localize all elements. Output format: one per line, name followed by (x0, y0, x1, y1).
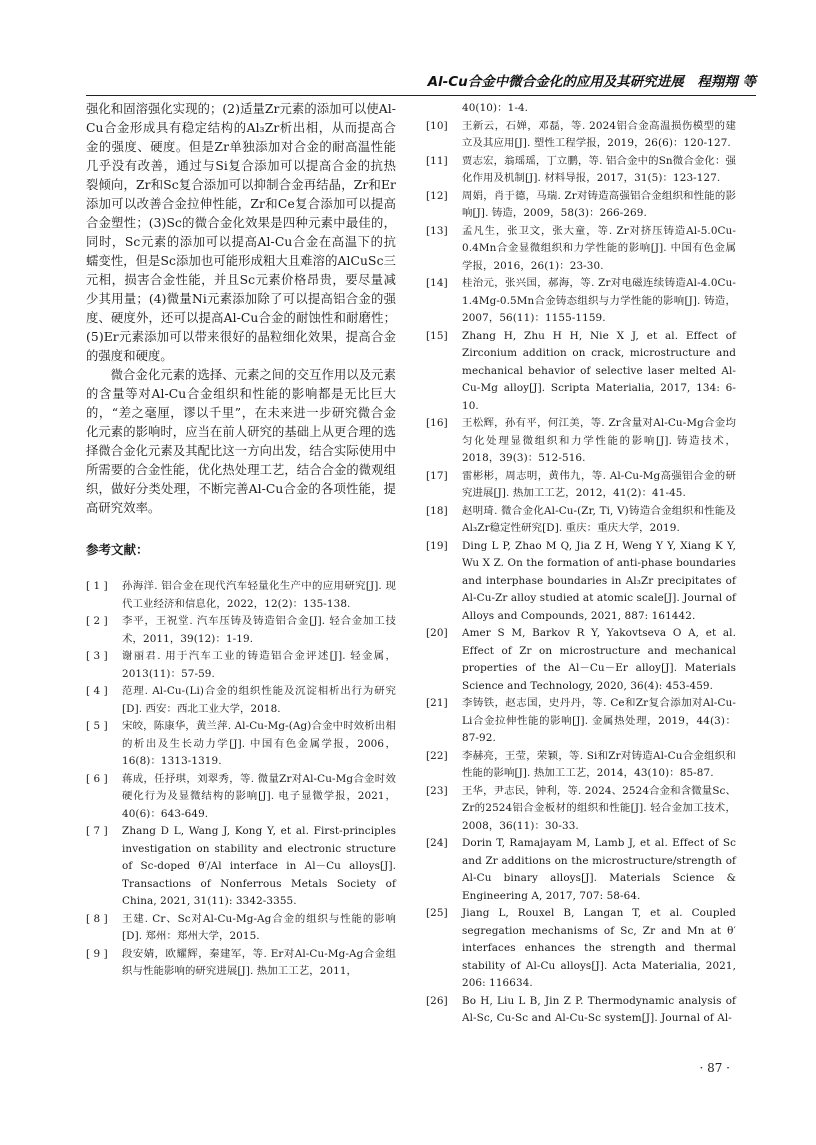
body-paragraph-1: 强化和固溶强化实现的；(2)适量Zr元素的添加可以使Al-Cu合金形成具有稳定结构的Al₃Zr析出相，从而提高合金的强度、硬度。但是Zr单独添加对合金的耐高温性能几乎没有改善，通过与Si复合添加可以提高合金的抗热裂倾向，Zr和Sc复合添加可以抑制合金再结晶，Zr和Er添加可以改善合金拉伸性能，Zr和Ce复合添加可以提高合金塑性；(3)Sc的微合金化效果是四种元素中最佳的，同时，Sc元素的添加可以提高Al-Cu合金在高温下的抗蠕变性，但是Sc添加也可能形成粗大且难溶的AlCuSc三元相，损害合金性能，并且Sc元素价格昂贵，要尽量减少其用量；(4)微量Ni元素添加除了可以提高铝合金的强度、硬度外，还可以提高Al-Cu合金的耐蚀性和耐磨性；(5)Er元素添加可以带来很好的晶粒细化效果，提高合金的强度和硬度。 (86, 102, 396, 363)
body-paragraph-2: 微合金化元素的选择、元素之间的交互作用以及元素的含量等对Al-Cu合金组织和性能的影响都是无比巨大的，“差之毫厘，谬以千里”，在未来进一步研究微合金化元素的影响时，应当在前人研究的基础上从更合理的选择微合金化元素及其配比这一方向出发，结合实际使用中所需要的合金性能，优化热处理工艺，结合合金的微观组织，做好分类处理，不断完善Al-Cu合金的各项性能，提高研究效率。 (86, 368, 396, 515)
page-number: · 87 · (699, 1061, 730, 1075)
header-rule (86, 95, 756, 96)
reference-text: 李平，王祝堂. 汽车压铸及铸造铝合金[J]. 轻合金加工技术，2011，39(12)：1-19. (122, 615, 396, 645)
reference-text: Ding L P, Zhao M Q, Jia Z H, Weng Y Y, Xiang K Y, Wu X Z. On the formation of anti-phase boundaries and interphase boundaries in Al₃Zr precipitates of Al-Cu-Zr alloy studied at atomic scale[J]. Journal of Alloys and Compounds, 2021, 887: 161442. (462, 539, 736, 622)
reference-item (426, 783, 736, 836)
reference-text: 贾志宏，翁瑶瑶，丁立鹏，等. 铝合金中的Sn微合金化：强化作用及机制[J]. 材料导报，2017，31(5)：123-127. (462, 154, 736, 184)
reference-number: [23] (426, 784, 448, 797)
reference-text: 宋皎，陈康华，黄兰萍. Al-Cu-Mg-(Ag)合金中时效析出相的析出及生长动力学[J]. 中国有色金属学报，2006，16(8)：1313-1319. (122, 720, 396, 767)
reference-item (426, 223, 736, 276)
reference-text: 雷彬彬，周志明，黄伟九，等. Al-Cu-Mg高强铝合金的研究进展[J]. 热加工工艺，2012，41(2)：41-45. (462, 469, 736, 499)
reference-list-right (426, 100, 736, 1028)
reference-item (86, 823, 396, 911)
reference-item (86, 613, 396, 648)
reference-number: [26] (426, 994, 448, 1007)
reference-number: [14] (426, 277, 448, 289)
reference-number: [ 8 ] (86, 912, 108, 925)
reference-item (426, 100, 736, 118)
reference-text: Amer S M, Barkov R Y, Yakovtseva O A, et al. Effect of Zr on microstructure and mechanical properties of the Al－Cu－Er alloy[J]. Materials Science and Technology, 2020, 36(4): 453-459. (462, 627, 736, 692)
reference-text: 孟凡生，张卫文，张大童，等. Zr对挤压铸造Al-5.0Cu-0.4Mn合金显微组织和力学性能的影响[J]. 中国有色金属学报，2016，26(1)：23-30. (462, 224, 736, 272)
reference-number: [17] (426, 469, 448, 482)
reference-text: 段安婧，欧耀辉，秦建军，等. Er对Al-Cu-Mg-Ag合金组织与性能影响的研究进展[J]. 热加工工艺，2011， (122, 947, 396, 977)
reference-number: [19] (426, 539, 448, 552)
reference-text: 王新云，石婵，邓磊，等. 2024铝合金高温损伤模型的建立及其应用[J]. 塑性工程学报，2019，26(6)：120-127. (462, 119, 736, 149)
reference-number: [10] (426, 119, 448, 132)
reference-item (426, 748, 736, 783)
reference-list-left (86, 578, 396, 981)
reference-item (426, 695, 736, 748)
reference-text: 孙海洋. 铝合金在现代汽车轻量化生产中的应用研究[J]. 现代工业经济和信息化，2022，12(2)：135-138. (122, 580, 396, 610)
reference-text: 范理. Al-Cu-(Li)合金的组织性能及沉淀相析出行为研究[D]. 西安：西北工业大学，2018. (122, 685, 396, 715)
reference-text: 40(10)：1-4. (462, 102, 529, 114)
reference-item (86, 578, 396, 613)
reference-text: Jiang L, Rouxel B, Langan T, et al. Coupled segregation mechanisms of Sc, Zr and Mn at θ′ interfaces enhances the strength and thermal stability of Al-Cu alloys[J]. Acta Materialia, 2021, 206: 116634. (462, 907, 736, 989)
reference-number: [15] (426, 329, 448, 342)
reference-number: [ 7 ] (86, 825, 108, 837)
reference-item (86, 911, 396, 946)
reference-item (86, 683, 396, 718)
reference-text: 王松辉，孙有平，何江美，等. Zr含量对Al-Cu-Mg合金均匀化处理显微组织和力学性能的影响[J]. 铸造技术，2018，39(3)：512-516. (462, 417, 736, 464)
reference-text: 赵明琦. 微合金化Al-Cu-(Zr, Ti, V)铸造合金组织和性能及Al₃Zr稳定性研究[D]. 重庆：重庆大学，2019. (462, 504, 736, 534)
reference-number: [ 2 ] (86, 615, 108, 627)
reference-number: [ 5 ] (86, 720, 108, 732)
reference-text: Zhang H, Zhu H H, Nie X J, et al. Effect of Zirconium addition on crack, microstructure and mechanical behavior of selective laser melted Al-Cu-Mg alloy[J]. Scripta Materialia, 2017, 134: 6-10. (462, 329, 736, 412)
reference-text: 王华，尹志民，钟利，等. 2024、2524合金和含微量Sc、Zr的2524铝合金板材的组织和性能[J]. 轻合金加工技术，2008，36(11)：30-33. (462, 784, 736, 832)
reference-item (86, 771, 396, 824)
reference-number: [13] (426, 224, 448, 237)
reference-text: 桂治元，张兴国，郝海，等. Zr对电磁连续铸造Al-4.0Cu-1.4Mg-0.5Mn合金铸态组织与力学性能的影响[J]. 铸造，2007，56(11)：1155-1159. (462, 277, 736, 324)
reference-text: Dorin T, Ramajayam M, Lamb J, et al. Effect of Sc and Zr additions on the microstructure/strength of Al-Cu binary alloys[J]. Materials Science & Engineering A, 2017, 707: 58-64. (462, 837, 736, 902)
reference-text: Zhang D L, Wang J, Kong Y, et al. First-principles investigation on stability and electronic structure of Sc-doped θ′/Al interface in Al－Cu alloys[J]. Transactions of Nonferrous Metals Society of China, 2021, 31(11): 3342-3355. (122, 825, 396, 907)
reference-text: 谢丽君. 用于汽车工业的铸造铝合金评述[J]. 轻金属，2013(11)：57-59. (122, 650, 396, 680)
reference-item (426, 153, 736, 188)
reference-item (426, 538, 736, 626)
reference-number: [11] (426, 154, 448, 167)
reference-item (426, 188, 736, 223)
references-title: 参考文献： (86, 542, 149, 557)
reference-number: [ 6 ] (86, 772, 108, 785)
reference-item (426, 328, 736, 416)
reference-number: [22] (426, 749, 448, 762)
reference-number: [16] (426, 417, 448, 429)
reference-number: [ 1 ] (86, 580, 108, 592)
reference-item (426, 835, 736, 905)
reference-item (86, 946, 396, 981)
reference-number: [25] (426, 907, 448, 919)
reference-item (426, 415, 736, 468)
reference-number: [24] (426, 837, 448, 849)
reference-number: [20] (426, 627, 448, 639)
right-column (426, 100, 736, 1028)
reference-item (426, 625, 736, 695)
reference-item (426, 118, 736, 153)
reference-text: 李赫亮，王莹，荣颖，等. Si和Zr对铸造Al-Cu合金组织和性能的影响[J]. 热加工工艺，2014，43(10)：85-87. (462, 749, 736, 779)
reference-item (86, 648, 396, 683)
reference-text: 王建. Cr、Sc对Al-Cu-Mg-Ag合金的组织与性能的影响[D]. 郑州：郑州大学，2015. (122, 912, 396, 942)
reference-text: 李铸铁，赵志国，史丹丹，等. Ce和Zr复合添加对Al-Cu-Li合金拉伸性能的影响[J]. 金属热处理，2019，44(3)：87-92. (462, 697, 736, 744)
reference-item (426, 503, 736, 538)
reference-text: Bo H, Liu L B, Jin Z P. Thermodynamic analysis of Al-Sc, Cu-Sc and Al-Cu-Sc system[J]. Journal of Al- (462, 994, 736, 1024)
reference-text: 蒋成，任抒琪，刘翠秀，等. 微量Zr对Al-Cu-Mg合金时效硬化行为及显微结构的影响[J]. 电子显微学报，2021，40(6)：643-649. (122, 772, 396, 820)
left-column (86, 100, 396, 981)
reference-item (426, 905, 736, 993)
reference-number: [18] (426, 504, 448, 517)
reference-item (86, 718, 396, 771)
reference-number: [12] (426, 189, 448, 202)
reference-number: [ 9 ] (86, 947, 108, 960)
reference-number: [ 4 ] (86, 685, 108, 697)
reference-number: [21] (426, 697, 448, 709)
reference-number: [ 3 ] (86, 650, 108, 662)
reference-item (426, 993, 736, 1028)
reference-item (426, 275, 736, 328)
running-header: Al-Cu合金中微合金化的应用及其研究进展 程翔翔 等 (427, 74, 756, 90)
reference-text: 周娟，肖于德，马瑞. Zr对铸造高强铝合金组织和性能的影响[J]. 铸造，2009，58(3)：266-269. (462, 189, 736, 219)
reference-item (426, 468, 736, 503)
